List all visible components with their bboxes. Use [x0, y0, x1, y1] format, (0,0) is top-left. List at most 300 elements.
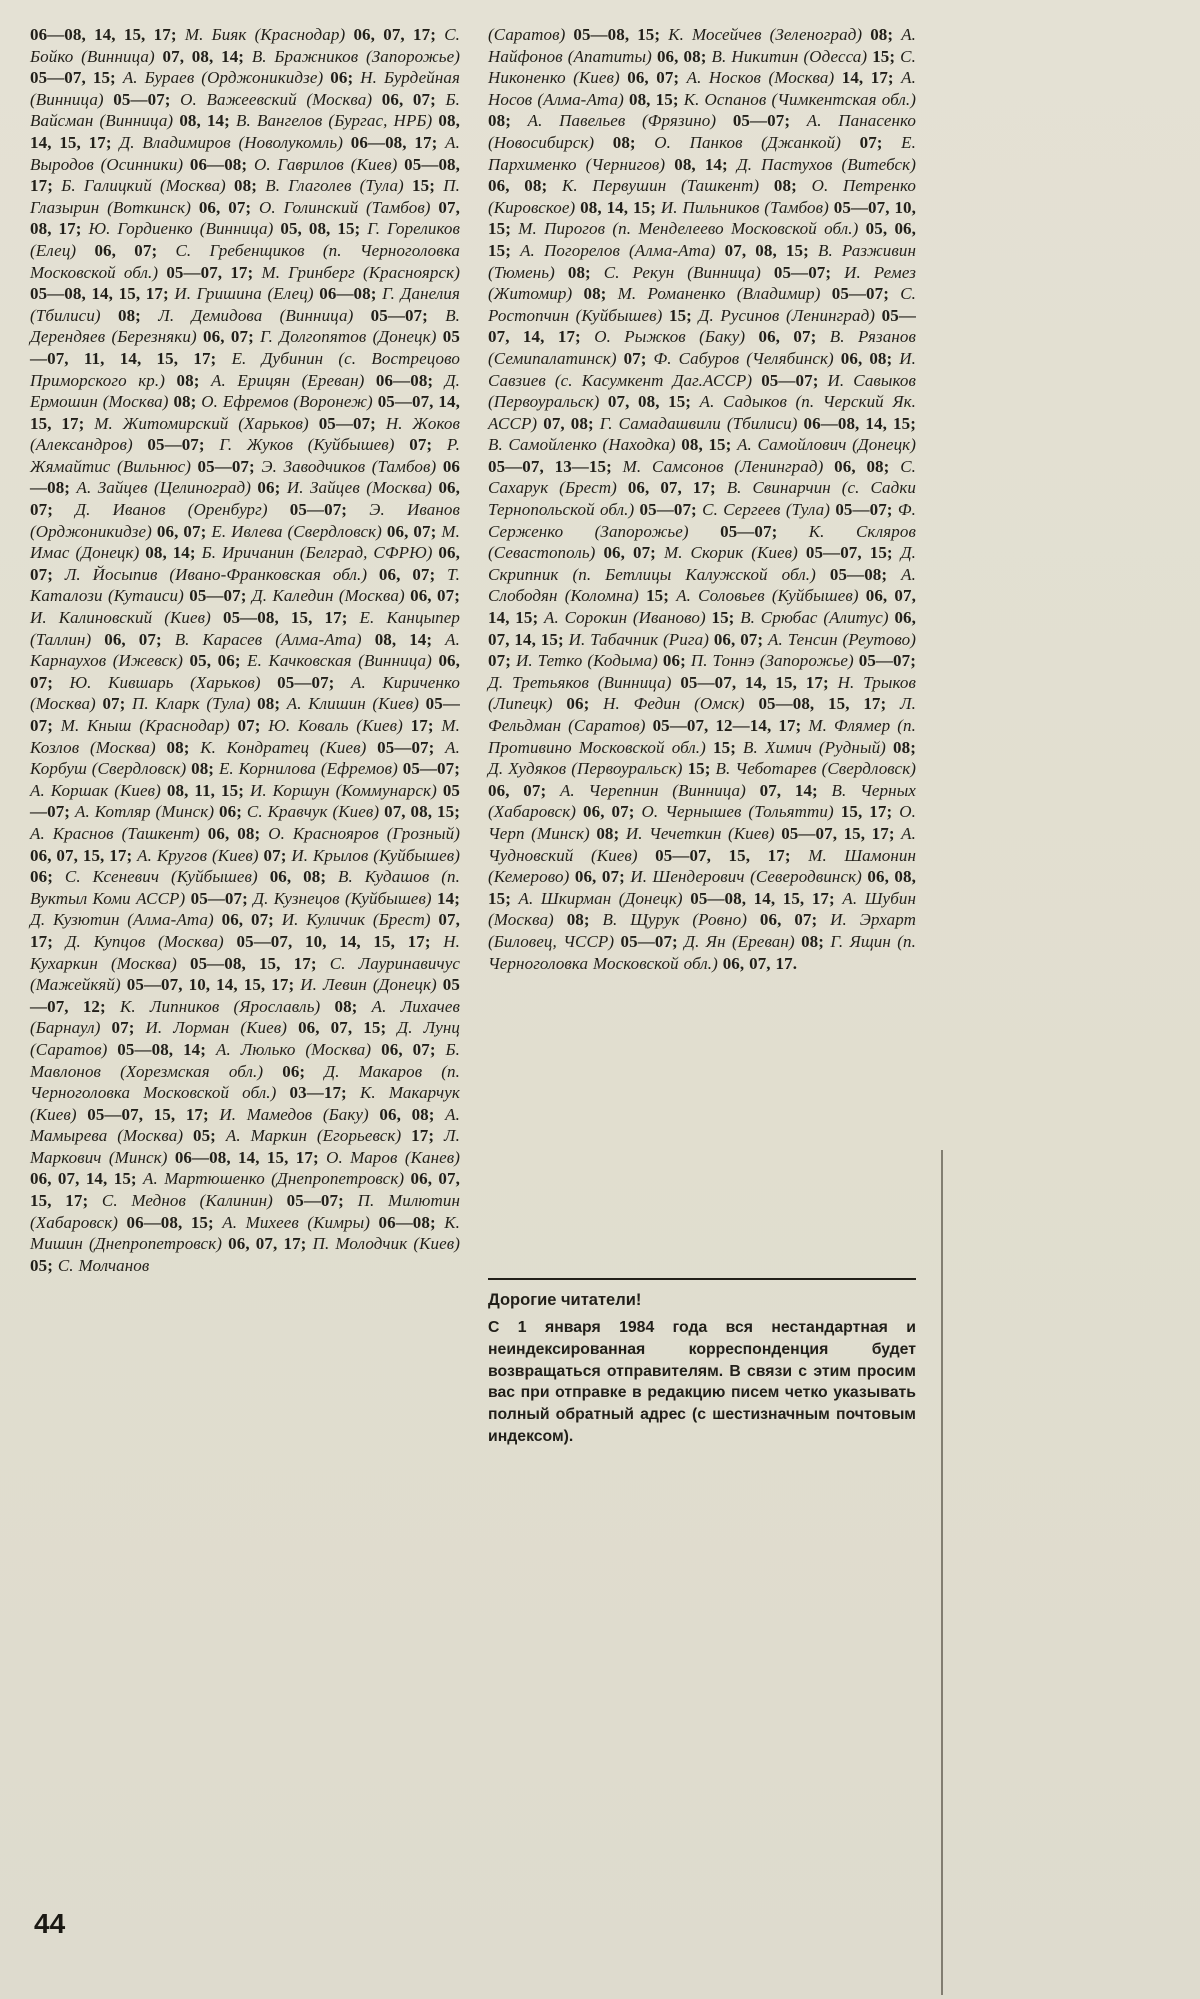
entry-name: К. Скляров (Севастополь) [488, 521, 916, 563]
entry-name: Ю. Коваль (Киев) [268, 716, 403, 735]
entry-name: П. Милютин (Хабаровск) [30, 1191, 460, 1232]
entry-name: С. Сахарук (Брест) [488, 456, 916, 498]
entry-issues: 15; [872, 46, 896, 66]
entry-name: П. Кларк (Тула) [132, 694, 251, 714]
entry-issues: 06, 07; [603, 543, 656, 563]
entry-name: К. Липников (Ярославль) [119, 996, 321, 1016]
entry-issues: 05—08, 14; [117, 1039, 207, 1059]
entry-name: М. Самсонов (Ленинград) [622, 456, 824, 476]
entry-issues: 05—08, 15, 17; [189, 953, 317, 973]
entry-name: Э. Иванов (Орджоникидзе) [30, 500, 460, 541]
entry-name: И. Крылов (Куйбышев) [291, 845, 460, 865]
entry-issues: 05—07, 10, 14, 15, 17; [126, 975, 295, 995]
entry-issues: 06, 07; [203, 327, 254, 347]
entry-name: А. Шубин (Москва) [488, 888, 916, 930]
entry-name: А. Котляр (Минск) [74, 802, 215, 822]
entry-name: М. Шамонин (Кемерово) [488, 845, 916, 887]
entry-issues: 05—07; [370, 305, 428, 325]
entry-issues: 05—07, 15, 17; [781, 823, 895, 843]
entry-issues: 07, 17; [30, 910, 460, 951]
entry-issues: 05—07; [286, 1191, 344, 1211]
entry-name: И. Ремез (Житомир) [488, 262, 917, 304]
entry-name: В. Глаголев (Тула) [265, 176, 404, 196]
text-column-right [488, 24, 916, 974]
entry-issues: 06, 07; [381, 89, 436, 109]
entry-name: К. Оспанов (Чимкентская обл.) [683, 89, 916, 109]
entry-issues: 06, 07, 15; [298, 1018, 387, 1038]
entry-name: А. Зайцев (Целиноград) [76, 478, 251, 498]
entry-issues: 06; [330, 68, 354, 88]
entry-issues: 08; [893, 737, 916, 757]
entry-name: Э. Заводчиков (Тамбов) [261, 456, 437, 476]
entry-name: А. Кириченко (Москва) [30, 672, 460, 714]
entry-name: М. Скорик (Киев) [663, 543, 798, 563]
entry-name: С. Лауринавичус (Мажейкяй) [30, 953, 460, 995]
entry-name: Ю. Гордиенко (Винница) [88, 219, 274, 239]
entry-issues: 06; [662, 651, 686, 671]
entry-name: Б. Галицкий (Москва) [61, 176, 226, 196]
entry-issues: 05—07; [30, 694, 460, 735]
text-column-left [30, 24, 460, 1276]
entry-issues: 07, 08, 15; [607, 392, 692, 412]
entry-name: И. Лорман (Киев) [145, 1018, 288, 1038]
entry-issues: 08, 14; [674, 154, 728, 174]
entry-name: А. Шкирман (Донецк) [518, 888, 683, 908]
entry-name: О. Панков (Джанкой) [654, 132, 842, 152]
entry-issues: 08; [773, 176, 797, 196]
entry-issues: 05—07, 12—14, 17; [652, 716, 802, 735]
entry-name: С. Ксеневич (Куйбышев) [64, 867, 258, 887]
entry-issues: 08, 14, 15; [580, 197, 656, 217]
entry-issues: 06; [30, 867, 53, 887]
entry-name: С. Гребенщиков (п. Черноголовка Московской обл.) [30, 240, 460, 282]
entry-name: А. Погорелов (Алма-Ата) [520, 240, 716, 260]
entry-issues: 08, 14; [179, 111, 230, 131]
entry-name: К. Первушин (Ташкент) [561, 176, 760, 196]
entry-name: М. Флямер (п. Противино Московской обл.) [488, 716, 916, 757]
entry-issues: 06, 07; [583, 802, 635, 822]
entry-issues: 07, 08, 15; [724, 240, 809, 260]
entry-name: Р. Жямайтис (Вильнюс) [30, 435, 460, 476]
entry-issues: 06, 07, 14, 15; [488, 608, 916, 649]
entry-name: А. Найфонов (Апатиты) [488, 25, 917, 66]
entry-name: И. Коршун (Коммунарск) [249, 780, 437, 800]
entry-name: А. Карнаухов (Ижевск) [30, 629, 460, 671]
entry-issues: 14; [437, 888, 460, 908]
entry-name: К. Кондратец (Киев) [200, 737, 367, 757]
entry-name: А. Чудновский (Киев) [488, 823, 916, 865]
entry-name: А. Садыков (п. Черский Як. АССР) [488, 392, 916, 433]
entry-issues: 06—08; [189, 154, 248, 174]
entry-issues: 05, 06, 15; [488, 219, 916, 260]
entry-issues: 08, 14; [145, 543, 196, 563]
entry-issues: 08, 14, 15, 17; [30, 111, 460, 152]
entry-issues: 08; [596, 823, 620, 843]
entry-name: О. Маров (Канев) [326, 1147, 460, 1167]
entry-name: Г. Ящин (п. Черноголовка Московской обл.) [488, 931, 916, 973]
entry-issues: 07, 08, 14; [162, 46, 245, 66]
entry-name: Е. Ивлева (Свердловск) [211, 521, 382, 541]
entry-name: А. Люлько (Москва) [216, 1039, 372, 1059]
entry-name: А. Корбуш (Свердловск) [30, 737, 460, 779]
entry-name: Д. Кузютин (Алма-Ата) [30, 910, 214, 930]
entry-issues: 06; [566, 694, 590, 714]
entry-name: Е. Дубинин (с. Вострецово Приморского кр.) [30, 348, 460, 390]
entry-issues: 06—08, 15; [126, 1212, 214, 1232]
entry-issues: 06, 07; [386, 521, 437, 541]
entry-issues: 06, 07; [381, 1039, 436, 1059]
entry-issues: 05—07; [639, 500, 697, 520]
entry-issues: 05—07; [30, 780, 461, 822]
entry-issues: 06, 07; [759, 910, 818, 930]
entry-issues: 08; [488, 111, 511, 131]
notice-divider [488, 1278, 916, 1280]
entry-issues: 06, 07; [574, 867, 625, 887]
entry-issues: 08, 15; [628, 89, 679, 109]
entry-issues: 08; [334, 996, 358, 1016]
entry-name: В. Чеботарев (Свердловск) [715, 759, 917, 779]
entry-issues: 07, 08, 15; [384, 802, 460, 822]
entry-issues: 06—08; [30, 456, 461, 498]
entry-issues: 06, 08; [207, 823, 261, 843]
entry-name: Л. Фельдман (Саратов) [488, 694, 916, 735]
entry-name: Б. Мавлонов (Хорезмская обл.) [30, 1039, 461, 1081]
entry-issues: 07; [263, 845, 287, 865]
entry-issues: 06, 07; [627, 68, 680, 88]
entry-name: Н. Жоков (Александров) [30, 413, 460, 455]
notice-title: Дорогие читатели! [488, 1291, 642, 1309]
entry-name: А. Соловьев (Куйбышев) [676, 586, 859, 606]
entry-name: Г. Самадашвили (Тбилиси) [599, 413, 798, 433]
entry-issues: 06—08, 17; [350, 132, 438, 152]
entry-issues: 08; [583, 284, 607, 304]
entry-issues: 06; [219, 802, 242, 822]
entry-name: Г. Долгопятов (Донецк) [260, 327, 437, 347]
entry-issues: 05—07, 15, 17; [655, 845, 791, 865]
entry-name: Д. Лунц (Саратов) [30, 1018, 460, 1059]
entry-name: А. Ерицян (Ереван) [210, 370, 365, 390]
entry-name: А. Кругов (Киев) [137, 845, 259, 865]
entry-name: М. Козлов (Москва) [30, 716, 460, 757]
entry-name: В. Щурук (Ровно) [602, 910, 748, 930]
entry-name: Л. Маркович (Минск) [30, 1126, 460, 1167]
entry-issues: 06, 07, 14, 15; [30, 1169, 137, 1189]
entry-name: М. Имас (Донецк) [30, 521, 460, 563]
entry-name: В. Свинарчин (с. Садки Тернопольской обл.) [488, 478, 916, 520]
entry-name: Е. Канцыпер (Таллин) [30, 608, 461, 649]
entry-issues: 17; [410, 716, 434, 735]
entry-name: Д. Иванов (Оренбург) [75, 500, 268, 520]
entry-name: С. Никоненко (Киев) [488, 46, 916, 88]
entry-issues: 06, 07, 15, 17; [30, 1169, 460, 1211]
entry-issues: 06, 08; [269, 867, 327, 887]
entry-name: К. Мишин (Днепропетровск) [30, 1212, 460, 1254]
entry-name: Д. Русинов (Ленинград) [698, 305, 876, 325]
entry-issues: 07; [623, 348, 647, 368]
entry-issues: 06, 07; [30, 478, 461, 520]
entry-issues: 05, 06; [189, 651, 241, 671]
entry-issues: 06, 07; [410, 586, 460, 606]
page-number: 44 [34, 1908, 66, 1939]
entry-name: С. Рекун (Винница) [603, 262, 761, 282]
readers-notice [488, 1278, 916, 1448]
entry-issues: 08; [117, 305, 141, 325]
entry-issues: 15; [412, 176, 436, 196]
entry-name: М. Пирогов (п. Менделеево Московской обл.) [518, 219, 859, 239]
entry-name: О. Гаврилов (Киев) [253, 154, 398, 174]
entry-issues: 06, 07; [488, 780, 547, 800]
entry-name: М. Бияк (Краснодар) [184, 25, 346, 44]
entry-name: В. Кудашов (п. Вуктыл Коми АССР) [30, 867, 460, 908]
entry-name: Д. Каледин (Москва) [251, 586, 405, 606]
entry-name: Д. Купцов (Москва) [65, 931, 224, 951]
entry-name: О. Черп (Минск) [488, 802, 916, 843]
entry-issues: 08; [567, 262, 591, 282]
entry-name: И. Куличик (Брест) [281, 910, 431, 930]
entry-name: А. Самойлович (Донецк) [737, 435, 916, 455]
entry-issues: 05—07; [190, 888, 248, 908]
entry-issues: 08; [173, 392, 197, 412]
entry-name: И. Чечеткин (Киев) [625, 823, 775, 843]
entry-name: О. Рыжков (Баку) [594, 327, 746, 347]
entry-name: А. Клишин (Киев) [286, 694, 420, 714]
entry-issues: 05; [192, 1126, 216, 1146]
entry-issues: 05—07; [620, 931, 678, 951]
entry-issues: 08; [612, 132, 636, 152]
entry-name: И. Левин (Донецк) [300, 975, 437, 995]
entry-name: Д. Скрипник (п. Бетлицы Калужской обл.) [488, 543, 916, 584]
entry-name: А. Носков (Москва) [686, 68, 835, 88]
entry-issues: 07; [237, 716, 261, 735]
entry-issues: 06, 07; [30, 543, 460, 584]
entry-issues: 15; [713, 737, 736, 757]
entry-issues: 06, 08; [656, 46, 707, 66]
entry-name: В. Карасев (Алма-Ата) [174, 629, 362, 649]
entry-issues: 06—08; [319, 284, 377, 304]
entry-name: А. Мартюшенко (Днепропетровск) [143, 1169, 405, 1189]
entry-name: А. Маркин (Егорьевск) [225, 1126, 402, 1146]
entry-name: И. Савыков (Первоуральск) [488, 370, 917, 412]
entry-name: С. Бойко (Винница) [30, 25, 460, 66]
entry-issues: 06, 07; [156, 521, 207, 541]
entry-name: М. Кныш (Краснодар) [60, 716, 230, 735]
entry-name: И. Пильников (Тамбов) [660, 197, 829, 217]
entry-issues: 05—07, 10, 14, 15, 17; [236, 931, 431, 951]
entry-name: Д. Пастухов (Витебск) [736, 154, 916, 174]
entry-name: И. Савзиев (с. Касумкент Даг.АССР) [488, 348, 916, 390]
entry-name: Н. Федин (Омск) [603, 694, 745, 714]
entry-issues: 08; [801, 931, 825, 951]
entry-issues: 06, 07, 17; [627, 478, 716, 498]
entry-name: А. Михеев (Кимры) [222, 1212, 371, 1232]
entry-issues: 06, 07; [713, 629, 764, 649]
entry-name: А. Бураев (Орджоникидзе) [122, 68, 324, 88]
entry-name: Ю. Кившарь (Харьков) [69, 672, 261, 692]
entry-issues: 05—07, 14, 17; [488, 305, 916, 347]
entry-issues: 06, 08; [840, 348, 893, 368]
entry-issues: 06—08; [375, 370, 434, 390]
entry-name: С. Меднов (Калинин) [101, 1191, 273, 1211]
entry-name: А. Панасенко (Новосибирск) [488, 111, 917, 152]
entry-issues: 08; [870, 25, 894, 44]
entry-name: И. Гришина (Елец) [174, 284, 314, 304]
entry-issues: 07, 08; [543, 413, 594, 433]
entry-name: И. Шендерович (Северодвинск) [630, 867, 862, 887]
entry-name: И. Тетко (Кодыма) [515, 651, 658, 671]
entry-name: В. Химич (Рудный) [743, 737, 886, 757]
entry-name: Б. Вайсман (Винница) [30, 89, 460, 131]
entry-name: В. Рязанов (Семипалатинск) [488, 327, 916, 368]
entry-name: А. Краснов (Ташкент) [30, 823, 200, 843]
entry-issues: 03—17; [289, 1083, 347, 1103]
entry-name: Д. Кузнецов (Куйбышев) [253, 888, 432, 908]
entry-issues: 05—07; [147, 435, 205, 455]
entry-name: Ф. Серженко (Запорожье) [488, 500, 917, 541]
entry-issues: 05—08, 14, 15, 17; [30, 284, 169, 304]
entry-name: Д. Макаров (п. Черноголовка Московской обл.) [30, 1061, 460, 1103]
entry-name: Ф. Сабуров (Челябинск) [653, 348, 834, 368]
entry-name: С. Молчанов [57, 1255, 150, 1275]
entry-name: О. Важеевский (Москва) [180, 89, 373, 109]
entry-issues: 05—07; [835, 500, 893, 520]
entry-issues: 05—07; [773, 262, 832, 282]
entry-issues: 06, 07; [198, 197, 252, 217]
entry-issues: 05—08, 15, 17; [758, 694, 887, 714]
entry-issues: 05—07, 17; [166, 262, 254, 282]
entry-issues: 07; [102, 694, 126, 714]
entry-issues: 05—07; [377, 737, 435, 757]
entry-issues: 06—08, 14, 15; [803, 413, 916, 433]
entry-name: А. Сорокин (Иваново) [544, 608, 706, 628]
entry-name: И. Калиновский (Киев) [30, 608, 211, 628]
entry-issues: 06, 07; [104, 629, 162, 649]
entry-issues: 05—07; [189, 586, 247, 606]
entry-issues: 07, 08, 17; [30, 197, 460, 239]
entry-issues: 08; [176, 370, 200, 390]
entry-issues: 05—07, 15; [30, 68, 116, 88]
entry-name: Н. Трыков (Липецк) [488, 672, 917, 714]
entry-issues: 05—07, 15, 17; [87, 1104, 209, 1124]
entry-name: А. Слободян (Коломна) [488, 564, 916, 606]
entry-name: Д. Ермошин (Москва) [30, 370, 460, 412]
entry-name: А. Черепнин (Винница) [559, 780, 746, 800]
entry-name: Д. Худяков (Первоуральск) [488, 759, 683, 779]
entry-issues: 07, 14; [759, 780, 818, 800]
notice-body: С 1 января 1984 года вся нестандартная и неиндексированная корреспонденция будет возвращаться отправителям. В связи с этим просим вас при отправке в редакцию писем четко указывать полный обратный адрес (с шестизначным почтовым индексом). [488, 1319, 916, 1445]
entry-name: Е. Корнилова (Ефремов) [218, 759, 398, 779]
entry-issues: 08, 15; [681, 435, 732, 455]
entry-name: И. Зайцев (Москва) [286, 478, 433, 498]
entry-issues: 05—07; [289, 500, 348, 520]
entry-issues: 08, 14; [374, 629, 433, 649]
entry-issues: 05—07, 11, 14, 15, 17; [30, 327, 460, 368]
entry-issues: 05—07; [113, 89, 171, 109]
entry-name: М. Житомирский (Харьков) [94, 413, 309, 433]
entry-issues: 07; [488, 651, 511, 671]
entry-issues: 07; [111, 1018, 135, 1038]
entry-issues: 08, 11, 15; [166, 780, 244, 800]
entry-name: В. Вангелов (Бургас, НРБ) [236, 111, 433, 131]
entry-name: О. Ефремов (Воронеж) [201, 392, 373, 412]
entry-issues: 05—07, 10, 15; [488, 197, 916, 239]
entry-issues: 05—07, 14, 15, 17; [680, 672, 829, 692]
entry-name: А. Носов (Алма-Ата) [488, 68, 916, 109]
entry-issues: 15; [687, 759, 711, 779]
entry-name: П. Тоннэ (Запорожье) [690, 651, 854, 671]
entry-name: О. Петренко (Кировское) [488, 176, 916, 217]
entry-issues: 06; [257, 478, 281, 498]
entry-name: В. Черных (Хабаровск) [488, 780, 916, 822]
entry-issues: 05—08, 14, 15, 17; [690, 888, 835, 908]
entry-issues: 08; [191, 759, 215, 779]
entry-issues: 15, 17; [840, 802, 893, 822]
entry-issues: 06, 07, 14, 15; [488, 586, 916, 628]
entry-name: Д. Владимиров (Новолукомль) [119, 132, 344, 152]
entry-issues: 06—08, 14, 15, 17; [30, 25, 177, 44]
entry-issues: 05—08, 15; [573, 25, 661, 44]
entry-name: В. Бражников (Запорожье) [251, 46, 460, 66]
entry-issues: 06, 08; [834, 456, 890, 476]
entry-issues: 14, 17; [841, 68, 894, 88]
entry-issues: 08; [234, 176, 257, 196]
entry-issues: 05—07; [761, 370, 819, 390]
entry-issues: 05—07; [831, 284, 889, 304]
entry-issues: 05—07; [197, 456, 255, 476]
entry-name: С. Сергеев (Тула) [702, 500, 830, 520]
entry-name: (Саратов) [488, 25, 566, 44]
entry-name: Д. Ян (Ереван) [684, 931, 795, 951]
entry-issues: 05—07, 14, 15, 17; [30, 392, 460, 433]
entry-issues: 05—07, 15; [805, 543, 893, 563]
entry-issues: 15; [646, 586, 670, 606]
entry-name: Л. Йосыпив (Ивано-Франковская обл.) [64, 564, 368, 584]
entry-name: С. Кравчук (Киев) [246, 802, 380, 822]
entry-name: А. Лихачев (Барнаул) [30, 996, 460, 1038]
entry-issues: 05—08; [829, 564, 888, 584]
entry-name: К. Макарчук (Киев) [30, 1083, 460, 1124]
entry-issues: 06, 07; [221, 910, 274, 930]
entry-name: С. Ростопчин (Куйбышев) [488, 284, 916, 325]
entry-name: В. Никитин (Одесса) [711, 46, 868, 66]
entry-issues: 08; [257, 694, 281, 714]
entry-name: И. Табачник (Рига) [568, 629, 709, 649]
entry-name: П. Молодчик (Киев) [312, 1234, 461, 1254]
entry-name: Г. Жуков (Куйбышев) [219, 435, 395, 455]
entry-name: К. Мосейчев (Зеленоград) [668, 25, 863, 44]
entry-issues: 05—08, 15, 17; [222, 608, 348, 628]
entry-name: В. Срюбас (Алитус) [740, 608, 889, 628]
entry-issues: 06—08; [378, 1212, 436, 1232]
entry-name: Е. Качковская (Винница) [247, 651, 432, 671]
entry-name: Г. Данелия (Тбилиси) [30, 284, 460, 325]
entry-issues: 05—07, 13—15; [488, 456, 612, 476]
entry-issues: 05—08, 17; [30, 154, 460, 196]
entry-issues: 06, 07; [758, 327, 817, 347]
entry-issues: 06, 07; [30, 651, 461, 692]
entry-name: Б. Иричанин (Белград, СФРЮ) [201, 543, 433, 563]
entry-name: И. Мамедов (Баку) [219, 1104, 369, 1124]
entry-issues: 05, 08, 15; [280, 219, 361, 239]
entry-name: В. Самойленко (Находка) [488, 435, 676, 455]
entry-issues: 06, 08, 15; [488, 867, 916, 908]
entry-issues: 06, 08; [379, 1104, 435, 1124]
entry-issues: 07; [859, 132, 883, 152]
entry-issues: 05—07; [720, 521, 778, 541]
entry-issues: 15; [711, 608, 735, 628]
entry-name: А. Выродов (Осинники) [30, 132, 460, 174]
entry-name: А. Павельев (Фрязино) [527, 111, 717, 131]
entry-issues: 06; [282, 1061, 306, 1081]
